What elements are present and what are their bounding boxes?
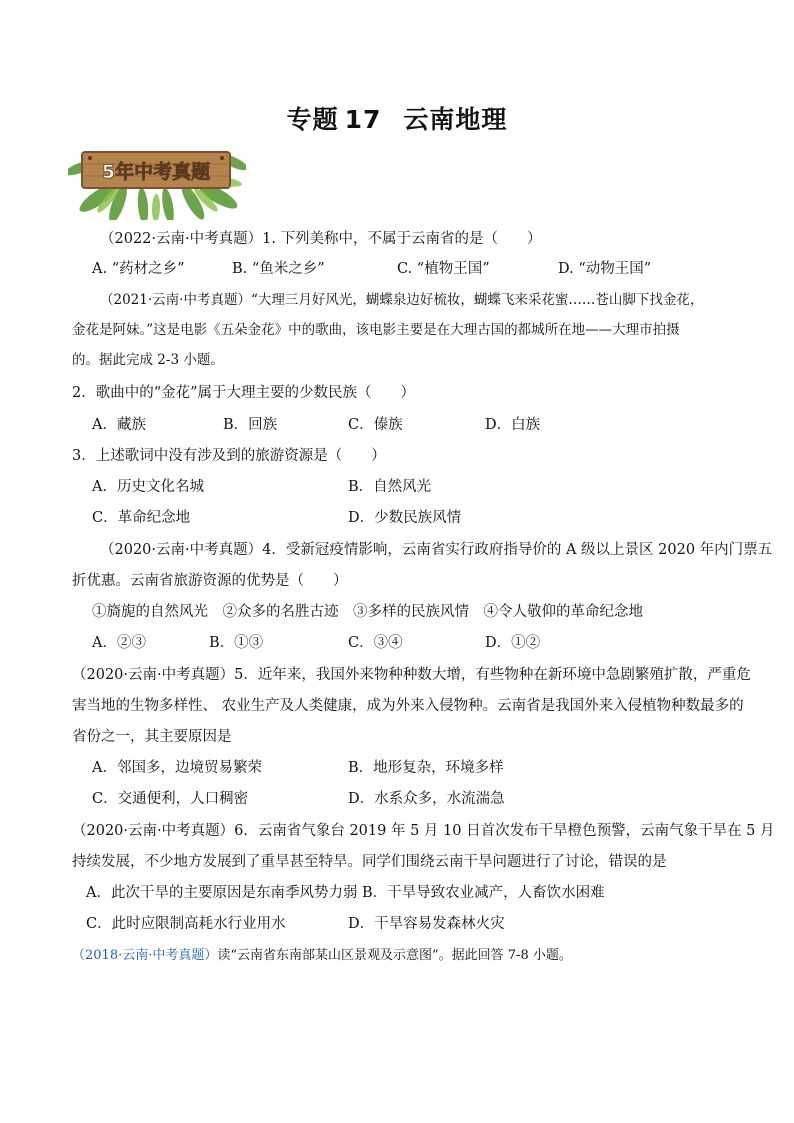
q78-text: 读“云南省东南部某山区景观及示意图”。据此回答 7-8 小题。	[217, 948, 572, 963]
q5-option-a: A．邻国多，边境贸易繁荣	[92, 760, 262, 776]
q4-items: ①旖旎的自然风光 ②众多的名胜古迹 ③多样的民族风情 ④令人敬仰的革命纪念地	[92, 604, 643, 620]
passage-line-1: （2021·云南·中考真题）“大理三月好风光，蝴蝶泉边好梳妆，蝴蝶飞来采花蜜……苍山脚下找金花，	[100, 292, 704, 308]
q4-line-2: 折优惠。云南省旅游资源的优势是（ ）	[72, 573, 348, 589]
q1-option-d: D. “动物王国”	[558, 261, 652, 277]
passage-line-3: 的。据此完成 2-3 小题。	[72, 352, 224, 368]
q6-option-c: C．此时应限制高耗水行业用水	[86, 916, 286, 932]
exam-badge	[68, 138, 246, 220]
q2-option-b: B．回族	[223, 417, 278, 433]
q1-option-b: B. “鱼米之乡”	[232, 261, 325, 277]
q78-intro	[72, 946, 572, 966]
q5-option-c: C．交通便利，人口稠密	[92, 791, 249, 807]
q5-line-3: 省份之一，其主要原因是	[72, 729, 232, 745]
title-sub: 云南地理	[403, 105, 508, 134]
title-main: 专题	[286, 105, 339, 134]
q6-option-b: B．干旱导致农业减产，人畜饮水困难	[362, 885, 605, 901]
q4-option-b: B．①③	[209, 635, 264, 651]
q2-option-d: D．白族	[485, 417, 541, 433]
q78-source: （2018·云南·中考真题）	[72, 948, 218, 963]
q1-option-c: C. “植物王国”	[397, 261, 490, 277]
passage-line-2: 金花是阿妹。”这是电影《五朵金花》中的歌曲，该电影主要是在大理古国的都城所在地——大理市拍摄	[72, 322, 680, 338]
q3-stem: 3．上述歌词中没有涉及到的旅游资源是（ ）	[72, 448, 386, 464]
page-title	[0, 100, 794, 136]
q2-option-a: A．藏族	[92, 417, 146, 433]
q3-option-b: B．自然风光	[348, 479, 432, 495]
q2-option-c: C．傣族	[348, 417, 403, 433]
q3-option-c: C．革命纪念地	[92, 510, 191, 526]
q1-option-a: A. “药材之乡”	[92, 261, 185, 277]
q3-option-a: A．历史文化名城	[92, 479, 204, 495]
q6-line-2: 持续发展，不少地方发展到了重旱甚至特旱。同学们围绕云南干旱问题进行了讨论，错误的是	[72, 854, 667, 870]
badge-text: 5年中考真题	[101, 161, 211, 183]
leaf-sign-icon	[68, 138, 246, 220]
q1-stem: （2022·云南·中考真题）1. 下列美称中，不属于云南省的是（ ）	[100, 231, 542, 247]
q4-line-1: （2020·云南·中考真题）4．受新冠疫情影响，云南省实行政府指导价的 A 级以上景区 2020 年内门票五	[100, 542, 773, 558]
q5-line-1: （2020·云南·中考真题）5．近年来，我国外来物种种数大增，有些物种在新环境中急剧繁殖扩散，严重危	[72, 667, 751, 683]
q2-stem: 2．歌曲中的“金花”属于大理主要的少数民族（ ）	[72, 385, 416, 401]
q6-line-1: （2020·云南·中考真题）6．云南省气象台 2019 年 5 月 10 日首次发布干旱橙色预警，云南气象干旱在 5 月	[72, 823, 775, 839]
q4-option-c: C．③④	[348, 635, 403, 651]
title-number: 17	[344, 105, 382, 134]
q6-option-a: A．此次干旱的主要原因是东南季风势力弱	[86, 885, 358, 901]
q4-option-a: A．②③	[92, 635, 146, 651]
q5-line-2: 害当地的生物多样性、 农业生产及人类健康，成为外来入侵物种。云南省是我国外来入侵植物种数最多的	[72, 698, 744, 714]
q6-option-d: D．干旱容易发森林火灾	[348, 916, 505, 932]
q3-option-d: D．少数民族风情	[348, 510, 462, 526]
q5-option-d: D．水系众多，水流湍急	[348, 791, 505, 807]
q4-option-d: D．①②	[485, 635, 541, 651]
q5-option-b: B．地形复杂，环境多样	[348, 760, 504, 776]
